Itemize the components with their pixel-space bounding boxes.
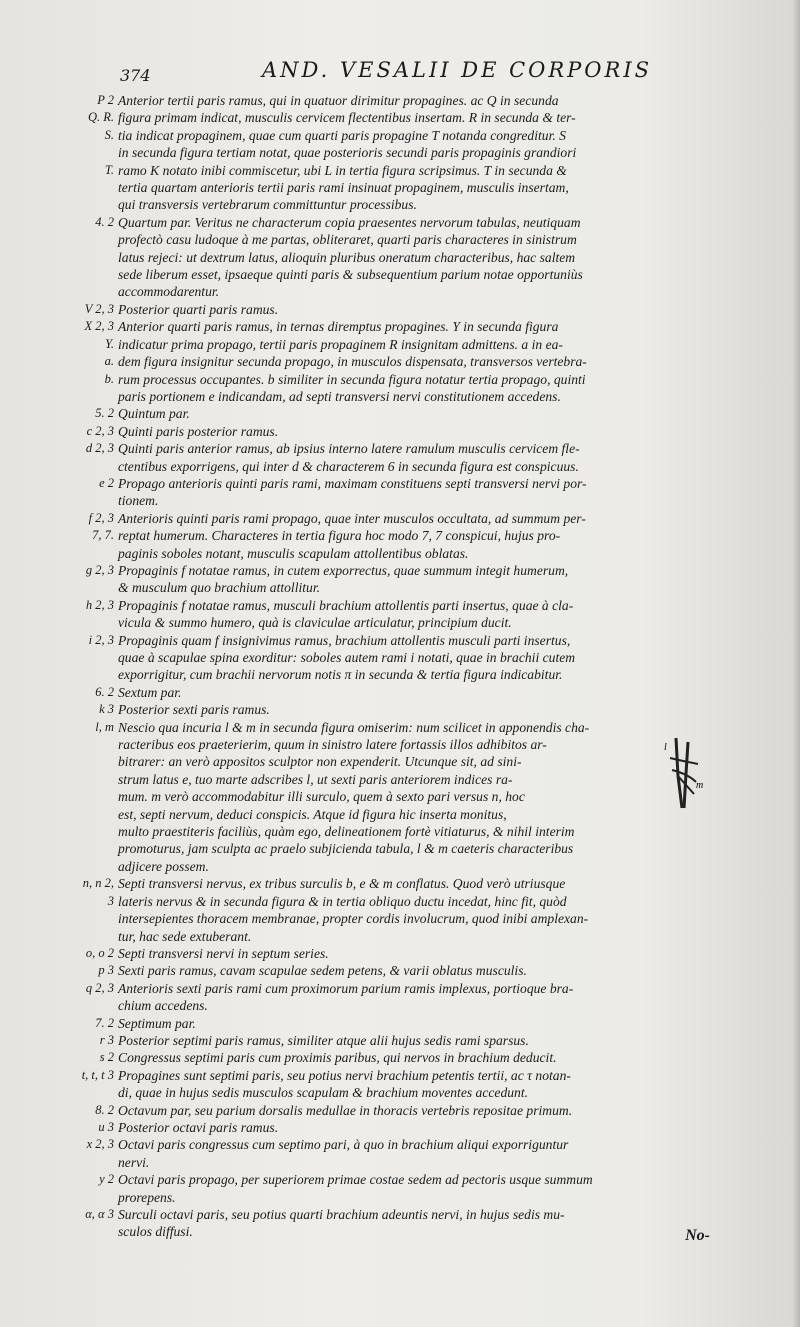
line-text: quae à scapulae spina exorditur: soboles autem rami i notati, quae in brachii cutem xyxy=(118,650,576,665)
margin-reference: q 2, 3 xyxy=(85,980,114,995)
text-line xyxy=(78,597,708,614)
line-text: Anterioris quinti paris rami propago, quae inter musculos occultata, ad summum per- xyxy=(118,510,586,526)
line-text: Octavum par, seu parium dorsalis medullae in thoracis vertebris repositae primum. xyxy=(118,1102,573,1118)
line-text: Posterior sexti paris ramus. xyxy=(118,702,270,718)
text-line xyxy=(78,910,708,927)
margin-reference: P 2 xyxy=(97,93,114,107)
text-line xyxy=(78,1171,708,1188)
text-line xyxy=(78,736,708,753)
line-text: Quartum par. Veritus ne characterum copia praesentes nervorum tabulas, neutiquam xyxy=(118,214,581,230)
margin-reference: S. xyxy=(104,127,114,142)
text-line xyxy=(78,928,708,945)
line-text: Sexti paris ramus, cavam scapulae sedem petens, & varii oblatus musculis. xyxy=(118,963,527,979)
text-line xyxy=(78,1049,708,1066)
text-line xyxy=(78,162,708,179)
line-text: vicula & summo humero, quà is claviculae articulatur, principium ducit. xyxy=(118,615,512,631)
text-line xyxy=(78,440,708,457)
line-text: sede liberum esset, ipsaeque quinti paris & subsequentium parium notae opportuniùs xyxy=(118,267,583,283)
nerve-figure-illustration xyxy=(664,736,704,810)
text-line xyxy=(78,475,708,492)
text-line xyxy=(78,92,708,109)
text-line xyxy=(78,371,708,388)
line-text: paginis soboles notant, musculis scapulam attollentibus oblatas. xyxy=(118,545,469,561)
text-line xyxy=(78,632,708,649)
margin-reference: 5. 2 xyxy=(95,406,114,421)
text-line xyxy=(78,701,708,718)
text-line xyxy=(78,858,708,875)
text-line xyxy=(78,753,708,770)
text-line xyxy=(78,719,708,736)
text-line xyxy=(78,614,708,631)
text-line xyxy=(78,1102,708,1119)
line-text: Posterior octavi paris ramus. xyxy=(118,1119,279,1135)
text-line xyxy=(78,1032,708,1049)
text-line xyxy=(78,980,708,997)
line-text: prorepens. xyxy=(118,1189,176,1205)
line-text: Posterior septimi paris ramus, similiter atque alii hujus sedis rami sparsus. xyxy=(118,1032,529,1048)
margin-reference: Y. xyxy=(105,336,114,351)
line-text: mum. m verò accommodabitur illi surculo, quem à sexto pari versus n, hoc xyxy=(118,789,525,805)
line-text: Propaginis quam f insignivimus ramus, brachium attollentis musculi parti insertus, xyxy=(118,632,571,648)
margin-reference: i 2, 3 xyxy=(88,632,114,647)
line-text: Congressus septimi paris cum proximis paribus, qui nervos in brachium deducit. xyxy=(118,1050,557,1066)
text-line xyxy=(78,1189,708,1206)
text-line xyxy=(78,945,708,962)
line-text: sculos diffusi. xyxy=(118,1224,193,1240)
text-line xyxy=(78,840,708,857)
text-line xyxy=(78,353,708,370)
text-line xyxy=(78,405,708,422)
line-text: tur, hac sede extuberant. xyxy=(118,928,252,944)
text-line xyxy=(78,388,708,405)
text-line xyxy=(78,458,708,475)
line-text: Quintum par. xyxy=(118,406,190,422)
text-line xyxy=(78,684,708,701)
line-text: Propago anterioris quinti paris rami, maximam constituens septi transversi nervi por- xyxy=(118,475,587,491)
line-text: bitrarer: an verò appositos sculptor non expenderit. Utcunque sit, ad sini- xyxy=(118,754,522,770)
margin-reference: c 2, 3 xyxy=(86,423,114,438)
margin-reference: a. xyxy=(104,354,114,369)
line-text: strum latus e, tuo marte adscribes l, ut sexti paris anteriorem indices ra- xyxy=(118,771,513,787)
text-line xyxy=(78,962,708,979)
text-line xyxy=(78,249,708,266)
line-text: Posterior quarti paris ramus. xyxy=(118,301,279,317)
margin-reference: V 2, 3 xyxy=(84,301,114,316)
margin-reference: x 2, 3 xyxy=(86,1137,114,1152)
line-text: reptat humerum. Characteres in tertia figura hoc modo 7, 7 conspicui, hujus pro- xyxy=(118,528,561,544)
line-text: qui transversis vertebrarum committuntur processibus. xyxy=(118,197,417,213)
margin-reference: l, m xyxy=(95,719,114,734)
text-line xyxy=(78,666,708,683)
text-line xyxy=(78,283,708,300)
line-text: exporrigitur, cum brachii nervorum notis π in secunda & tertia figura indicabitur. xyxy=(118,667,563,683)
line-text: dem figura insignitur secunda propago, in musculos dispensata, transversos vertebra- xyxy=(118,354,587,370)
text-line xyxy=(78,196,708,213)
text-line xyxy=(78,1067,708,1084)
line-text: multo praestiteris faciliùs, quàm ego, delineationem fortè vitiaturus, & nihil interim xyxy=(118,824,575,840)
text-body xyxy=(78,92,708,1241)
page-edge-shadow xyxy=(792,0,800,1327)
line-text: Propaginis f notatae ramus, musculi brachium attollentis parti insertus, quae à cla- xyxy=(118,597,574,613)
text-line xyxy=(78,179,708,196)
line-text: ramo K notato inibi commiscetur, ubi L in tertia figura scripsimus. T in secunda & xyxy=(118,162,567,178)
text-line xyxy=(78,109,708,126)
text-line xyxy=(78,266,708,283)
margin-reference: s 2 xyxy=(99,1050,114,1065)
margin-reference: k 3 xyxy=(99,702,114,717)
line-text: Octavi paris propago, per superiorem primae costae sedem ad pectoris usque summum xyxy=(118,1172,593,1188)
running-head: AND. VESALII DE CORPORIS xyxy=(262,58,653,82)
line-text: & musculum quo brachium attollitur. xyxy=(118,580,321,596)
line-text: Propagines sunt septimi paris, seu potius nervi brachium petentis tertii, ac τ notan- xyxy=(118,1067,571,1083)
line-text: tertia quartam anterioris tertii paris rami insinuat propaginem, musculis insertam, xyxy=(118,180,569,196)
text-line xyxy=(78,823,708,840)
margin-reference: Q. R. xyxy=(87,110,114,125)
line-text: latus rejeci: ut dextrum latus, alioquin pluribus oneratum characteribus, hac saltem xyxy=(118,249,576,265)
line-text: di, quae in hujus sedis musculos scapulam & brachium moventes accedunt. xyxy=(118,1085,529,1101)
line-text: tia indicat propaginem, quae cum quarti paris propagine T notanda congreditur. S xyxy=(118,127,566,143)
margin-reference: e 2 xyxy=(99,475,114,490)
text-line xyxy=(78,1015,708,1032)
margin-reference: d 2, 3 xyxy=(85,441,114,456)
line-text: chium accedens. xyxy=(118,998,208,1014)
page-number: 374 xyxy=(120,66,151,85)
margin-reference: X 2, 3 xyxy=(84,319,114,334)
line-text: accommodarentur. xyxy=(118,284,220,300)
line-text: Septimum par. xyxy=(118,1015,196,1031)
line-text: Propaginis f notatae ramus, in cutem exporrectus, quae summum integit humerum, xyxy=(118,562,569,578)
text-line xyxy=(78,231,708,248)
text-line xyxy=(78,127,708,144)
line-text: Nescio qua incuria l & m in secunda figura omiserim: num scilicet in apponendis cha- xyxy=(118,719,590,735)
margin-reference: u 3 xyxy=(98,1119,114,1134)
margin-reference: p 3 xyxy=(98,963,114,978)
text-line xyxy=(78,1119,708,1136)
text-line xyxy=(78,1084,708,1101)
text-line xyxy=(78,423,708,440)
line-text: promoturus, jam sculpta ac praelo subjicienda tabula, l & m caeteris characteribus xyxy=(118,841,574,857)
margin-reference: 7, 7. xyxy=(92,528,114,543)
text-line xyxy=(78,318,708,335)
line-text: Surculi octavi paris, seu potius quarti brachium adeuntis nervi, in hujus sedis mu- xyxy=(118,1207,565,1222)
margin-reference: 6. 2 xyxy=(95,684,114,699)
text-line xyxy=(78,144,708,161)
text-line xyxy=(78,579,708,596)
text-line xyxy=(78,214,708,231)
text-line xyxy=(78,336,708,353)
margin-reference: T. xyxy=(104,162,114,177)
line-text: Octavi paris congressus cum septimo pari, à quo in brachium aliqui exporriguntur xyxy=(118,1137,569,1153)
text-line xyxy=(78,1223,708,1240)
line-text: intersepientes thoracem membranae, propter cordis involucrum, quod inibi amplexan- xyxy=(118,911,589,927)
margin-reference: b. xyxy=(104,371,114,386)
line-text: paris portionem e indicandam, ad septi transversi nervi constitutionem accedens. xyxy=(118,388,561,404)
page-header xyxy=(0,52,800,92)
line-text: lateris nervus & in secunda figura & in tertia obliquo ductu incedat, hinc fit, quòd xyxy=(118,893,567,909)
line-text: tionem. xyxy=(118,493,159,509)
text-line xyxy=(78,545,708,562)
line-text: Septi transversi nervi in septum series. xyxy=(118,945,329,961)
text-line xyxy=(78,1154,708,1171)
margin-reference: n, n 2, 3 xyxy=(82,876,114,908)
line-text: adjicere possem. xyxy=(118,858,209,874)
text-line xyxy=(78,806,708,823)
margin-reference: 8. 2 xyxy=(95,1102,114,1117)
margin-reference: y 2 xyxy=(99,1172,114,1187)
margin-reference: 4. 2 xyxy=(95,214,114,229)
margin-reference: h 2, 3 xyxy=(85,597,114,612)
line-text: profectò casu ludoque à me partas, obliteraret, quarti paris characteres in sinistrum xyxy=(118,232,577,248)
line-text: Quinti paris posterior ramus. xyxy=(118,423,279,439)
margin-reference: α, α 3 xyxy=(85,1207,114,1221)
line-text: figura primam indicat, musculis cervicem flectentibus insertam. R in secunda & ter- xyxy=(118,110,576,126)
line-text: nervi. xyxy=(118,1154,150,1170)
line-text: indicatur prima propago, tertii paris propaginem R insignitam admittens. a in ea- xyxy=(118,336,563,352)
line-text: est, septi nervum, deduci conspicis. Atque id figura hic inserta monitus, xyxy=(118,806,507,822)
line-text: ctentibus exporrigens, qui inter d & characterem 6 in secunda figura est conspicuus. xyxy=(118,458,579,474)
line-text: Septi transversi nervus, ex tribus surculis b, e & m conflatus. Quod verò utriusque xyxy=(118,876,566,892)
text-line xyxy=(78,562,708,579)
text-line xyxy=(78,510,708,527)
line-text: racteribus eos praeterierim, quum in sinistro latere fortassis illos adhibitos ar- xyxy=(118,737,547,753)
text-line xyxy=(78,997,708,1014)
margin-reference: g 2, 3 xyxy=(85,562,114,577)
margin-reference: t, t, t 3 xyxy=(81,1067,114,1082)
text-line xyxy=(78,649,708,666)
line-text: Anterior tertii paris ramus, qui in quatuor dirimitur propagines. ac Q in secunda xyxy=(118,93,559,108)
figure-label-l: l xyxy=(664,742,667,753)
margin-reference: f 2, 3 xyxy=(88,510,114,525)
margin-reference: o, o 2 xyxy=(85,945,114,960)
text-line xyxy=(78,788,708,805)
line-text: Sextum par. xyxy=(118,684,182,700)
text-line xyxy=(78,771,708,788)
text-line xyxy=(78,527,708,544)
text-line xyxy=(78,1206,708,1223)
text-line xyxy=(78,1136,708,1153)
text-line xyxy=(78,492,708,509)
catchword: No- xyxy=(685,1227,710,1244)
line-text: rum processus occupantes. b similiter in secunda figura notatur tertia propago, quinti xyxy=(118,371,586,387)
line-text: in secunda figura tertiam notat, quae posterioris secundi paris propaginis grandiori xyxy=(118,145,577,161)
line-text: Quinti paris anterior ramus, ab ipsius interno latere ramulum musculis cervicem fle- xyxy=(118,441,580,457)
text-line xyxy=(78,893,708,910)
margin-reference: r 3 xyxy=(99,1032,114,1047)
line-text: Anterior quarti paris ramus, in ternas diremptus propagines. Y in secunda figura xyxy=(118,319,559,335)
figure-label-m: m xyxy=(696,780,704,791)
text-line xyxy=(78,301,708,318)
margin-reference: 7. 2 xyxy=(95,1015,114,1030)
line-text: Anterioris sexti paris rami cum proximorum parium ramis implexus, portioque bra- xyxy=(118,980,574,996)
